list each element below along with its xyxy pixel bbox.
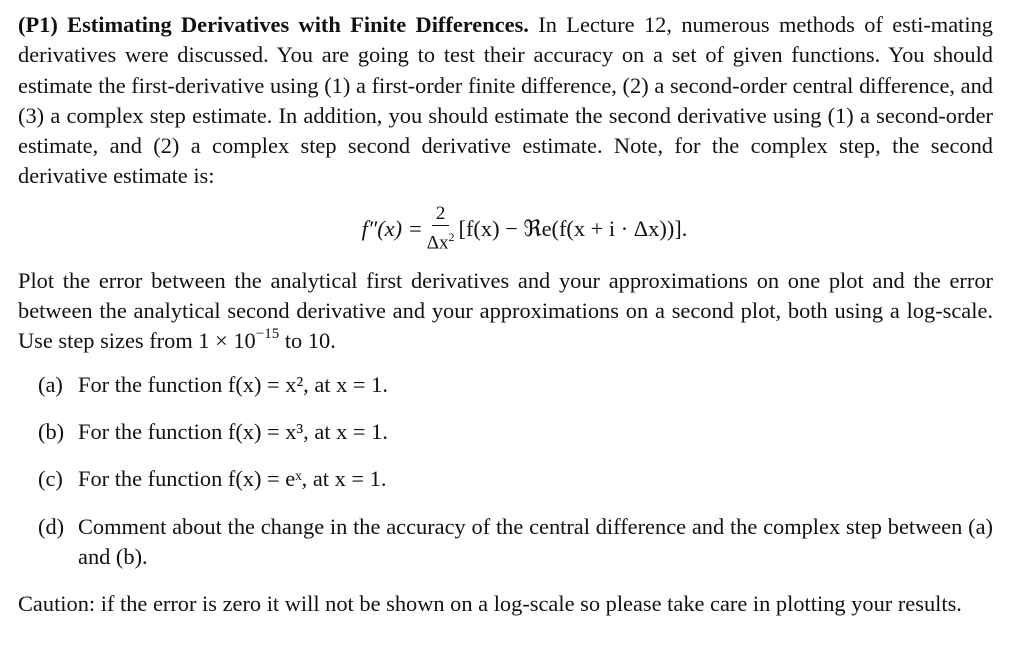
equation-denominator-exponent: 2 bbox=[448, 230, 455, 245]
item-text: For the function f(x) = x², at x = 1. bbox=[78, 371, 388, 397]
item-text: Comment about the change in the accuracy of the central difference and the complex step between (a) and (b). bbox=[78, 513, 993, 569]
equation-numerator: 2 bbox=[432, 203, 450, 226]
list-item bbox=[38, 512, 993, 573]
list-item bbox=[38, 370, 993, 400]
equation-denominator-base: Δx bbox=[426, 232, 449, 254]
problem-intro bbox=[18, 10, 993, 192]
item-label: (b) bbox=[38, 418, 65, 444]
equation-fraction bbox=[427, 203, 455, 254]
equation-rhs: [f(x) − ℜe(f(x + i · Δx))]. bbox=[458, 215, 688, 241]
step-end: to 10. bbox=[279, 328, 336, 354]
equation-lhs: f″(x) = bbox=[361, 215, 423, 241]
list-item bbox=[38, 464, 993, 494]
caution-note: Caution: if the error is zero it will not be shown on a log-scale so please take care in plotting your results. bbox=[18, 591, 962, 617]
item-label: (d) bbox=[38, 513, 65, 539]
plot-instructions-text: Plot the error between the analytical first derivatives and your approximations on one plot and the error between the analytical second derivative and your approximations on a second plot, both using a log-scale. Use step sizes from 1 × 10 bbox=[18, 267, 993, 354]
problem-title: (P1) Estimating Derivatives with Finite Differences. bbox=[18, 12, 529, 37]
intro-text: In Lecture 12, numerous methods of esti-mating derivatives were discussed. You are going to test their accuracy on a set of given functions. You should estimate the first-derivative using (1) a first-order finite difference, (2) a second-order central difference, and (3) a complex step estimate. In addition, you should estimate the second derivative using (1) a second-order estimate, and (2) a complex step second derivative estimate. Note, for the complex step, the second derivative estimate is: bbox=[18, 12, 993, 189]
item-label: (a) bbox=[38, 371, 63, 397]
item-text: For the function f(x) = eˣ, at x = 1. bbox=[78, 466, 387, 492]
list-item bbox=[38, 417, 993, 447]
plot-instructions bbox=[18, 266, 993, 360]
item-text: For the function f(x) = x³, at x = 1. bbox=[78, 418, 388, 444]
item-label: (c) bbox=[38, 466, 63, 492]
complex-step-equation bbox=[18, 196, 993, 262]
step-exponent: −15 bbox=[255, 326, 280, 343]
equation-denominator bbox=[427, 226, 455, 254]
problem-page bbox=[18, 10, 993, 619]
task-list bbox=[18, 370, 993, 572]
